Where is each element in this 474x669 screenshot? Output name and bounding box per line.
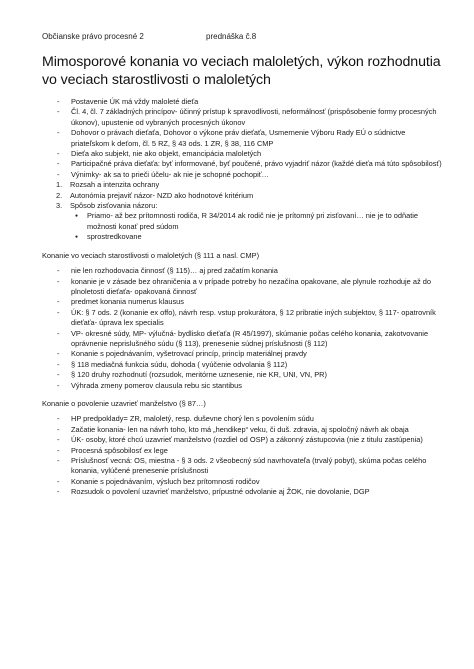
marriage-list [57,414,442,497]
list-item: - Participačné práva dieťaťa: byť informované, byť poučené, právo vyjadriť názor (každé dieťa má túto spôsobilosť) [57,159,442,169]
list-item: - Dohovor o právach dieťaťa, Dohovor o výkone práv dieťaťa, Usmernenie Výboru Rady EÚ o súdnictve priateľskom k deťom, čl. 5 RZ, § 43 ods. 1 ZR, § 38, 116 CMP [57,128,442,149]
numbered-item: 1. Rozsah a intenzita ochrany [56,180,160,190]
intro-list [57,97,442,180]
list-item: - HP predpoklady= ZR, maloletý, resp. duševne chorý len s povolením súdu [57,414,442,424]
list-item: - Procesná spôsobilosť ex lege [57,446,442,456]
list-item: - Postavenie ÚK má vždy maloleté dieťa [57,97,442,107]
list-item: - konanie je v zásade bez ohraničenia a v prípade potreby ho nezačína opakovane, ale plynule rozhoduje až do plnoletosti dieťaťa- opakovaná činnosť [57,277,442,298]
list-item: - predmet konania numerus klausus [57,297,442,307]
list-item: - § 118 mediačná funkcia súdu, dohoda ( vyúčenie odvolania § 112) [57,360,442,370]
list-item: - Príslušnosť vecná: OS, miestna - § 3 ods. 2 všeobecný súd navrhovateľa (trvalý pobyt), skúma počas celého konania, vylúčené prenesenie príslušnosti [57,456,442,477]
list-item: - Rozsudok o povolení uzavrieť manželstvo, prípustné odvolanie aj ŽOK, nie dovolanie, DGP [57,487,442,497]
list-item: - ÚK- osoby, ktoré chcú uzavrieť manželstvo (rozdiel od OSP) a zákonný zástupcovia (nie z titulu zastúpenia) [57,435,442,445]
list-item: - § 120 druhy rozhodnutí (rozsudok, meritórne uznesenie, nie KR, UNI, VN, PR) [57,370,442,380]
section-heading-marriage: Konanie o povolenie uzavrieť manželstvo (§ 87…) [42,398,206,408]
numbered-list [56,180,442,211]
header-lecture: prednáška č.8 [206,32,257,41]
document-title: Mimosporové konania vo veciach maloletých, výkon rozhodnutia vo veciach starostlivosti o maloletých [42,54,441,88]
list-item: - Konanie s pojednávaním, výsluch bez prítomnosti rodičov [57,477,442,487]
list-item: - Výnimky- ak sa to prieči účelu- ak nie je schopné pochopiť… [57,170,442,180]
bullet-item: ● Priamo- až bez prítomnosti rodiča, R 34/2014 ak rodič nie je prítomný pri zisťovaní… nie je to odňatie možnosti konať pred súdom [75,211,442,232]
list-item: - nie len rozhodovacia činnosť (§ 115)… aj pred začatím konania [57,266,442,276]
list-item: - ÚK: § 7 ods. 2 (konanie ex offo), návrh resp. vstup prokurátora, § 12 pribratie iných subjektov, § 117- opatrovník dieťaťa- úprava lex specialis [57,308,442,329]
list-item: - VP- okresné súdy, MP- výlučná- bydlisko dieťaťa (R 45/1997), skúmanie počas celého konania, zakotvovanie oprávnenie neprislušného súdu (§ 113), prenesenie súdnej príslušnosti (§ 112) [57,329,442,350]
document-body [42,97,442,498]
numbered-item: 3. Spôsob zisťovania názoru: [56,201,158,211]
header-course: Občianske právo procesné 2 [42,32,144,41]
list-item: - Začatie konania- len na návrh toho, kto má „hendikep“ veku, či duš. zdravia, aj spoločný návrh ak obaja [57,425,442,435]
section-heading-custody: Konanie vo veciach starostlivosti o maloletých (§ 111 a nasl. CMP) [42,250,260,260]
bullet-list [75,211,442,242]
custody-list [57,266,442,391]
list-item: - Čl. 4, čl. 7 základných princípov- účinný prístup k spravodlivosti, neformálnosť (prispôsobenie formy procesných úkonov), upustenie od vybraných procesných úkonov [57,107,442,128]
list-item: - Dieťa ako subjekt, nie ako objekt, emancipácia maloletých [57,149,442,159]
bullet-item: ● sprostredkovane [75,232,442,242]
list-item: - Konanie s pojednávaním, vyšetrovací princíp, princíp materiálnej pravdy [57,349,442,359]
list-item: - Výhrada zmeny pomerov clausula rebu sic stantibus [57,381,442,391]
numbered-item: 2. Autonómia prejaviť názor- NZD ako hodnotové kritérium [56,190,254,200]
